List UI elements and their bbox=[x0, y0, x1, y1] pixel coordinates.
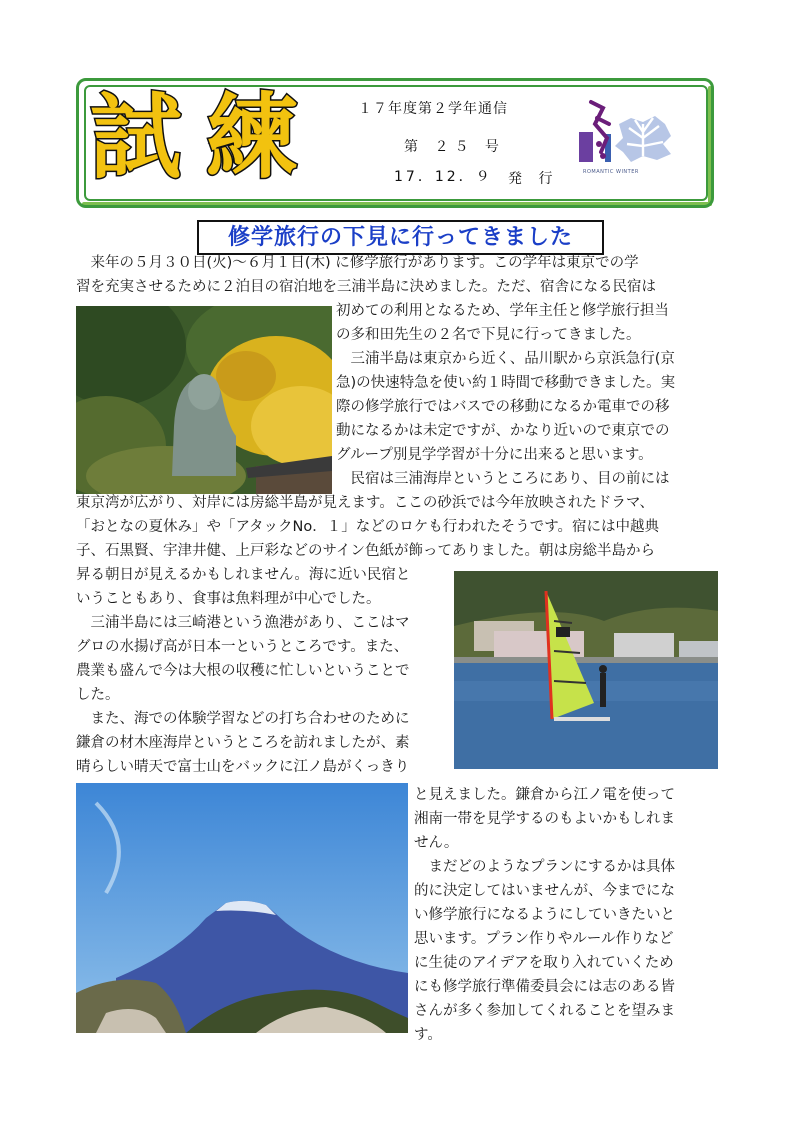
body-line-2: 習を充実させるために２泊目の宿泊地を三浦半島に決めました。ただ、宿舎になる民宿は bbox=[76, 279, 656, 295]
article-headline-box bbox=[197, 220, 604, 255]
body-line-19: した。 bbox=[76, 687, 120, 703]
body-line-1: 来年の５月３０日(火)～６月１日(木) に修学旅行があります。この学年は東京での学 bbox=[76, 255, 639, 271]
body-line-7: 際の修学旅行ではバスでの移動になるか電車での移 bbox=[336, 399, 670, 415]
body-line-17: グロの水揚げ高が日本一というところです。また、 bbox=[76, 639, 409, 655]
body-line-3: 初めての利用となるため、学年主任と修学旅行担当 bbox=[336, 303, 669, 319]
article-headline: 修学旅行の下見に行ってきました bbox=[227, 225, 573, 250]
body-line-25: せん。 bbox=[414, 835, 459, 851]
newsletter-series: １７年度第２学年通信 bbox=[358, 101, 508, 117]
body-line-28: い修学旅行になるようにしていきたいと bbox=[414, 907, 675, 923]
issue-number: 第 ２５ 号 bbox=[404, 139, 505, 155]
body-line-9: グループ別見学学習が十分に出来ると思います。 bbox=[336, 447, 653, 463]
body-line-30: に生徒のアイデアを取り入れていくため bbox=[414, 955, 674, 971]
body-line-21: 鎌倉の材木座海岸というところを訪れましたが、素 bbox=[76, 735, 410, 751]
masthead bbox=[76, 78, 712, 206]
photo-kamakura-daibutsu bbox=[76, 306, 332, 494]
photo-mount-fuji bbox=[76, 783, 408, 1033]
body-line-22: 晴らしい晴天で富士山をバックに江ノ島がくっきり bbox=[76, 759, 410, 775]
body-line-12: 「おとなの夏休み」や「アタックNo．１」などのロケも行われたそうです。宿には中越典 bbox=[76, 519, 660, 535]
body-line-32: さんが多く参加してくれることを望みま bbox=[414, 1003, 675, 1019]
body-line-26: まだどのようなプランにするかは具体 bbox=[414, 859, 675, 875]
body-line-23: と見えました。鎌倉から江ノ電を使って bbox=[414, 787, 675, 803]
body-line-15: いうこともあり、食事は魚料理が中心でした。 bbox=[76, 591, 381, 607]
body-line-27: 的に決定してはいませんが、今までにな bbox=[414, 883, 675, 899]
body-line-13: 子、石黒賢、宇津井健、上戸彩などのサイン色紙が飾ってありました。朝は房総半島から bbox=[76, 543, 655, 559]
body-line-11: 東京湾が広がり、対岸には房総半島が見えます。ここの砂浜では今年放映されたドラマ、 bbox=[76, 495, 654, 511]
winter-logo bbox=[579, 94, 679, 184]
body-line-29: 思います。プラン作りやルール作りなど bbox=[414, 931, 674, 947]
body-line-8: 動になるかは未定ですが、かなり近いので東京での bbox=[336, 423, 670, 439]
issue-date: 17．12．９ bbox=[394, 169, 493, 185]
newsletter-title-char-2: 練 bbox=[206, 83, 299, 191]
body-line-10: 民宿は三浦海岸というところにあり、目の前には bbox=[336, 471, 670, 487]
body-line-14: 昇る朝日が見えるかもしれません。海に近い民宿と bbox=[76, 567, 411, 583]
body-line-16: 三浦半島には三崎港という漁港があり、ここはマ bbox=[76, 615, 410, 631]
body-line-6: 急)の快速特急を使い約１時間で移動できました。実 bbox=[336, 375, 676, 391]
body-line-24: 湘南一帯を見学するのもよいかもしれま bbox=[414, 811, 675, 827]
published-label: 発 行 bbox=[508, 171, 559, 187]
body-line-31: にも修学旅行準備委員会には志のある皆 bbox=[414, 979, 675, 995]
body-line-18: 農業も盛んで今は大根の収穫に忙しいということで bbox=[76, 663, 410, 679]
body-line-4: の多和田先生の２名で下見に行ってきました。 bbox=[336, 327, 641, 343]
body-line-33: す。 bbox=[414, 1027, 442, 1043]
photo-windsurfer bbox=[454, 571, 718, 769]
body-line-5: 三浦半島は東京から近く、品川駅から京浜急行(京 bbox=[336, 351, 675, 367]
body-line-20: また、海での体験学習などの打ち合わせのために bbox=[76, 711, 410, 727]
newsletter-title-char-1: 試 bbox=[90, 83, 183, 191]
logo-caption: ROMANTIC WINTER bbox=[583, 169, 639, 175]
